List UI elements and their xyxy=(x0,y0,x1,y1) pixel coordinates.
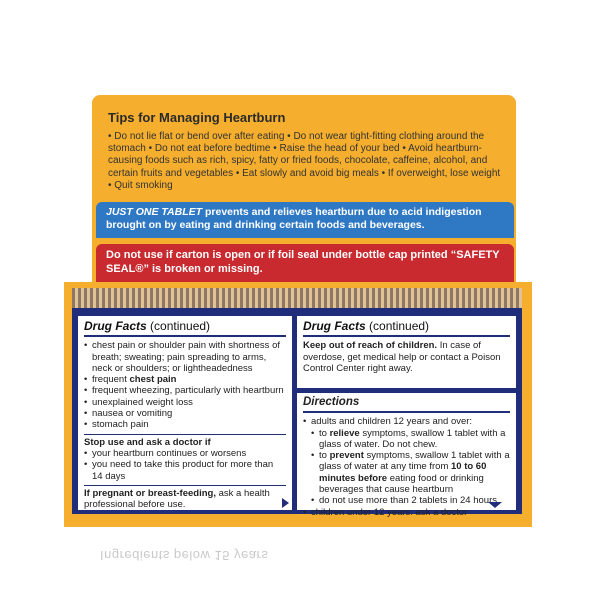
list-item: • children under 12 years: ask a doctor xyxy=(303,507,510,518)
stop-use-heading: Stop use and ask a doctor if xyxy=(84,436,211,448)
arrow-down-icon xyxy=(488,502,502,508)
divider xyxy=(84,485,286,486)
directions-list xyxy=(303,416,510,518)
directions-panel xyxy=(297,393,516,518)
drug-facts-right-panel xyxy=(297,316,516,388)
flap-edge-strip xyxy=(72,288,522,308)
divider xyxy=(84,434,286,435)
safety-seal-warning xyxy=(96,244,514,284)
drug-facts-title: Drug Facts (continued) xyxy=(84,319,211,333)
list-item: • do not use more than 2 tablets in 24 hours xyxy=(303,495,510,506)
tips-title: Tips for Managing Heartburn xyxy=(108,110,286,125)
list-item: • you need to take this product for more than 14 days xyxy=(84,459,286,482)
keep-out-of-reach: Keep out of reach of children. In case of overdose, get medical help or contact a Poison Control Center right away. xyxy=(303,340,501,374)
divider xyxy=(84,335,286,337)
stop-use-list xyxy=(84,448,286,482)
one-tablet-banner xyxy=(96,202,514,238)
list-item: • chest pain or shoulder pain with shortness of breath; sweating; pain spreading to arms, neck or shoulders; or lightheadedness xyxy=(84,340,286,374)
safety-seal-text: Do not use if carton is open or if foil seal under bottle cap printed “SAFETY SEAL®” is broken or missing. xyxy=(106,249,500,275)
list-item: • frequent wheezing, particularly with heartburn xyxy=(84,385,286,396)
list-item: • your heartburn continues or worsens xyxy=(84,448,286,459)
list-item: • to relieve symptoms, swallow 1 tablet with a glass of water. Do not chew. xyxy=(303,428,510,451)
drug-facts-title: Drug Facts (continued) xyxy=(303,319,430,333)
directions-title: Directions xyxy=(303,396,360,408)
one-tablet-text: prevents and relieves heartburn due to acid indigestion brought on by eating and drinking certain foods and beverages. xyxy=(106,206,482,231)
divider xyxy=(303,335,510,337)
arrow-right-icon xyxy=(282,498,289,508)
pregnancy-warning: If pregnant or breast-feeding, ask a health professional before use. xyxy=(84,487,270,511)
list-item: • to prevent symptoms, swallow 1 tablet with a glass of water at any time from 10 to 60 minutes before eating food or drinking beverages that cause heartburn xyxy=(303,450,510,495)
drug-facts-left-panel xyxy=(78,316,292,510)
list-item: • frequent chest pain xyxy=(84,374,286,385)
list-item: • unexplained weight loss xyxy=(84,397,286,408)
bottom-reflection: Ingredients pelow 15 years xyxy=(100,548,269,563)
list-item: • adults and children 12 years and over: xyxy=(303,416,510,427)
divider xyxy=(303,411,510,413)
list-item: • stomach pain xyxy=(84,419,286,430)
one-tablet-lead: JUST ONE TABLET xyxy=(106,206,203,218)
list-item: • nausea or vomiting xyxy=(84,408,286,419)
tips-body: • Do not lie flat or bend over after eating • Do not wear tight-fitting clothing around the stomach • Do not eat before bedtime • Raise the head of your bed • Avoid heartburn-causing foods such as rich, spicy, fatty or fried foods, chocolate, caffeine, alcohol, and certain fruits and vegetables • Eat slowly and avoid big meals • If overweight, lose weight • Quit smoking xyxy=(108,131,501,191)
warning-list xyxy=(84,340,286,430)
